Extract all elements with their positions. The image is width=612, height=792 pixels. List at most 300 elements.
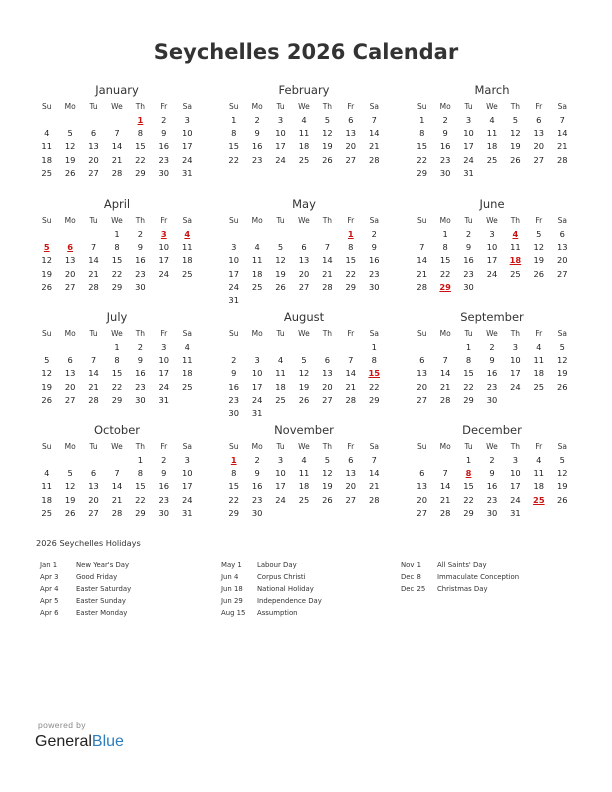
day-cell: 30 [486,507,498,518]
holiday-column [221,559,322,619]
day-cell: 12 [510,128,521,139]
day-cell: 2 [161,115,167,125]
week-row [222,341,386,354]
day-cell: 13 [64,255,76,266]
empty-day-cell [245,294,268,307]
day-cell: 4 [489,115,495,125]
day-cell: 14 [88,368,99,379]
day-cell: 24 [181,494,193,505]
empty-day-cell [339,407,362,420]
day-cell: 25 [298,494,310,505]
day-cell: 31 [228,294,239,305]
empty-day-cell [527,167,550,180]
month-name: July [106,310,128,324]
weekday-label: Fr [535,442,543,451]
weekday-label: Sa [369,216,379,225]
week-row [410,367,574,380]
week-row [410,268,574,281]
weekday-header [35,214,199,228]
weekday-label: Tu [464,442,473,451]
weekday-label: Tu [89,329,98,338]
holiday-item [40,595,131,607]
day-cell: 8 [114,242,120,253]
empty-day-cell [480,281,503,294]
day-cell: 9 [489,355,495,366]
day-cell: 11 [181,355,193,366]
day-cell: 19 [64,154,76,165]
day-cell: 22 [463,494,474,505]
week-row [222,367,386,380]
week-row [35,394,199,407]
day-cell: 1 [231,115,237,125]
weekday-label: We [486,216,498,225]
day-cell: 12 [298,368,310,379]
day-cell: 7 [442,468,448,479]
day-cell: 8 [231,468,237,479]
holiday-date: Jan 1 [40,561,58,569]
day-cell: 18 [533,481,545,492]
weekday-label: We [298,102,310,111]
month-name: December [462,423,522,437]
day-cell: 25 [181,268,193,279]
day-cell: 20 [88,494,99,505]
day-cell: 26 [275,281,286,292]
day-cell: 3 [489,229,495,239]
day-cell: 12 [41,255,52,266]
empty-day-cell [292,407,315,420]
empty-day-cell [269,228,292,241]
day-cell: 25 [41,507,52,518]
weekday-label: We [111,442,123,451]
day-cell: 11 [298,128,310,139]
day-cell: 26 [64,167,76,178]
day-cell: 6 [67,355,73,366]
week-row [410,140,574,153]
weekday-label: Su [228,216,239,225]
day-cell: 11 [275,368,286,379]
day-cell: 29 [463,394,474,405]
day-cell: 9 [254,128,260,139]
empty-day-cell [152,281,175,294]
day-cell: 28 [111,167,123,178]
month-april [35,197,199,294]
weekday-label: Tu [276,329,285,338]
day-cell: 9 [442,128,448,139]
day-cell: 25 [298,154,310,165]
day-cell: 24 [228,281,239,292]
holiday-date: Nov 1 [401,561,422,569]
day-cell: 27 [556,268,568,279]
day-cell: 10 [228,255,239,266]
weekday-label: Su [228,442,239,451]
day-cell: 10 [275,468,286,479]
weekday-label: Sa [557,442,567,451]
day-cell: 6 [90,468,97,479]
month-december [410,423,574,520]
month-october [35,423,199,520]
week-row [410,354,574,367]
day-cell: 20 [88,154,99,165]
day-cell: 17 [251,381,263,392]
day-cell: 24 [275,154,286,165]
day-cell: 16 [486,368,498,379]
weekday-label: Mo [439,102,451,111]
holiday-name: Immaculate Conception [437,573,520,581]
holiday-name: National Holiday [257,585,314,593]
weekday-label: Tu [89,102,98,111]
day-cell: 19 [275,268,286,279]
day-cell: 17 [181,481,193,492]
day-cell: 31 [463,167,474,178]
day-cell: 4 [277,355,284,366]
week-row [222,154,386,167]
day-cell: 22 [111,268,123,279]
weekday-header [222,100,386,114]
holiday-name: All Saints' Day [437,561,487,569]
day-cell: 26 [64,507,76,518]
day-cell: 17 [486,255,498,266]
day-cell: 7 [90,242,97,253]
day-cell: 17 [158,368,170,379]
holiday-name: Assumption [257,609,298,617]
day-cell: 15 [228,481,239,492]
logo-general-text: General [35,733,92,750]
day-cell: 14 [88,255,99,266]
weekday-label: Tu [276,102,285,111]
weekday-header [410,100,574,114]
empty-day-cell [504,394,527,407]
day-cell: 29 [345,281,357,292]
day-cell: 28 [88,394,99,405]
weekday-label: We [486,329,498,338]
day-cell: 19 [64,494,76,505]
day-cell: 6 [348,455,354,465]
day-cell: 9 [371,242,377,253]
day-cell: 5 [44,355,50,366]
month-name: May [292,197,316,211]
weekday-label: Th [135,216,146,225]
day-cell: 18 [251,268,263,279]
empty-day-cell [269,407,292,420]
week-row [222,507,386,520]
day-cell: 26 [322,494,333,505]
day-cell: 2 [137,229,144,239]
empty-day-cell [176,394,199,407]
day-cell: 22 [228,154,239,165]
day-cell: 5 [67,128,73,139]
month-name: April [103,197,131,211]
day-cell: 14 [111,481,123,492]
weekday-label: Th [322,442,333,451]
day-cell: 11 [251,255,263,266]
day-cell: 13 [416,481,427,492]
day-cell: 1 [442,229,448,239]
holiday-date: Jun 29 [221,597,243,605]
day-cell: 10 [158,242,170,253]
day-cell: 18 [533,368,545,379]
empty-day-cell [480,167,503,180]
day-cell: 19 [41,381,52,392]
day-cell: 23 [135,381,146,392]
weekday-label: Th [322,102,333,111]
holiday-day-cell: 6 [67,242,74,253]
week-row [35,480,199,493]
day-cell: 3 [184,455,190,465]
week-row [35,354,199,367]
holiday-name: Christmas Day [437,585,488,593]
day-cell: 7 [442,355,448,366]
day-cell: 16 [368,255,380,266]
empty-day-cell [316,507,339,520]
week-row [35,114,199,127]
day-cell: 13 [88,141,99,152]
day-cell: 29 [228,507,239,518]
day-cell: 4 [536,342,542,352]
day-cell: 16 [251,141,263,152]
weekday-label: Fr [535,216,543,225]
empty-day-cell [35,454,58,467]
day-cell: 10 [510,355,521,366]
week-row [410,480,574,493]
day-cell: 19 [556,368,568,379]
day-cell: 14 [345,368,357,379]
week-row [222,268,386,281]
powered-by-text: powered by [38,720,86,730]
day-cell: 1 [465,455,472,465]
empty-day-cell [245,228,268,241]
day-cell: 22 [111,381,123,392]
day-cell: 15 [463,368,474,379]
day-cell: 8 [348,242,354,253]
empty-day-cell [292,294,315,307]
weekday-label: Mo [439,216,451,225]
holiday-day-cell: 1 [347,229,354,239]
weekday-label: Th [322,216,333,225]
day-cell: 26 [533,268,545,279]
weekday-label: Th [135,442,146,451]
day-cell: 9 [231,368,237,379]
day-cell: 19 [510,141,521,152]
day-cell: 30 [135,281,146,292]
day-cell: 6 [419,355,425,366]
weekday-label: Mo [439,442,451,451]
weekday-label: Mo [64,216,76,225]
weekday-header [410,327,574,341]
day-cell: 11 [533,468,545,479]
day-cell: 1 [114,229,120,239]
day-cell: 8 [137,468,144,479]
day-cell: 27 [298,281,310,292]
day-cell: 6 [90,128,97,139]
day-cell: 22 [368,381,380,392]
day-cell: 12 [556,355,568,366]
day-cell: 27 [64,394,76,405]
holiday-name: Easter Sunday [76,597,126,605]
empty-day-cell [105,114,128,127]
day-cell: 3 [254,355,260,366]
day-cell: 25 [181,381,193,392]
weekday-label: Tu [276,216,285,225]
day-cell: 23 [463,268,474,279]
day-cell: 17 [275,141,286,152]
day-cell: 10 [463,128,474,139]
day-cell: 30 [251,507,263,518]
day-cell: 27 [88,167,99,178]
day-cell: 2 [254,455,260,465]
day-cell: 22 [439,268,451,279]
day-cell: 18 [486,141,498,152]
day-cell: 22 [135,494,146,505]
weekday-label: Tu [464,216,473,225]
day-cell: 6 [419,468,425,479]
day-cell: 3 [161,342,167,352]
day-cell: 8 [114,355,120,366]
weekday-label: Sa [557,329,567,338]
week-row [410,281,574,294]
day-cell: 23 [251,494,263,505]
day-cell: 28 [556,154,568,165]
day-cell: 7 [114,128,120,139]
week-row [222,241,386,254]
weekday-label: We [298,442,310,451]
day-cell: 19 [533,255,545,266]
day-cell: 25 [275,394,286,405]
day-cell: 15 [111,368,123,379]
empty-day-cell [82,341,105,354]
week-row [222,254,386,267]
day-cell: 2 [442,115,448,125]
day-cell: 20 [345,141,357,152]
day-cell: 14 [416,255,427,266]
day-cell: 15 [111,255,123,266]
day-cell: 1 [371,342,377,352]
day-cell: 28 [439,394,451,405]
day-cell: 30 [368,281,380,292]
day-cell: 24 [486,268,498,279]
day-cell: 30 [158,507,170,518]
day-cell: 24 [463,154,474,165]
day-cell: 21 [439,381,451,392]
day-cell: 24 [158,268,170,279]
empty-day-cell [551,167,574,180]
day-cell: 2 [254,115,260,125]
holiday-name: Good Friday [76,573,118,581]
empty-day-cell [269,341,292,354]
weekday-label: Tu [464,102,473,111]
week-row [410,494,574,507]
day-cell: 16 [486,481,498,492]
day-cell: 14 [322,255,333,266]
week-row [410,154,574,167]
week-row [410,394,574,407]
day-cell: 23 [158,494,170,505]
day-cell: 26 [41,281,52,292]
day-cell: 21 [322,268,333,279]
empty-day-cell [269,507,292,520]
holiday-item [40,559,131,571]
day-cell: 19 [322,481,333,492]
empty-day-cell [82,114,105,127]
holiday-day-cell: 3 [160,229,167,239]
day-cell: 19 [322,141,333,152]
day-cell: 5 [324,115,331,125]
empty-day-cell [222,228,245,241]
weekday-label: Tu [89,442,98,451]
day-cell: 4 [44,468,50,479]
day-cell: 16 [158,481,170,492]
day-cell: 31 [181,167,193,178]
week-row [222,294,386,307]
week-row [35,341,199,354]
day-cell: 30 [486,394,498,405]
generalblue-logo[interactable] [35,733,124,751]
weekday-header [35,100,199,114]
day-cell: 20 [345,481,357,492]
day-cell: 21 [416,268,427,279]
empty-day-cell [363,294,386,307]
day-cell: 8 [371,355,377,366]
day-cell: 18 [181,368,193,379]
day-cell: 14 [111,141,123,152]
empty-day-cell [527,394,550,407]
day-cell: 27 [533,154,545,165]
week-row [410,341,574,354]
month-september [410,310,574,407]
holiday-name: Easter Saturday [76,585,132,593]
day-cell: 5 [536,229,542,239]
weekday-label: Mo [251,329,263,338]
holiday-date: Apr 5 [40,597,59,605]
weekday-label: We [486,102,498,111]
weekday-label: Sa [369,102,379,111]
day-cell: 10 [181,128,193,139]
day-cell: 5 [512,115,519,125]
day-cell: 10 [181,468,193,479]
holiday-name: New Year's Day [76,561,130,569]
day-cell: 25 [533,381,545,392]
day-cell: 30 [463,281,474,292]
day-cell: 28 [439,507,451,518]
empty-day-cell [316,341,339,354]
day-cell: 16 [135,368,146,379]
holiday-day-cell: 8 [465,468,472,479]
weekday-label: Sa [369,329,379,338]
day-cell: 23 [368,268,380,279]
day-cell: 1 [137,455,144,465]
day-cell: 7 [114,468,120,479]
weekday-label: Fr [347,329,355,338]
day-cell: 23 [158,154,170,165]
day-cell: 17 [510,481,521,492]
weekday-label: Sa [557,216,567,225]
day-cell: 15 [416,141,427,152]
day-cell: 17 [228,268,239,279]
day-cell: 16 [439,141,451,152]
day-cell: 12 [41,368,52,379]
day-cell: 29 [416,167,427,178]
day-cell: 9 [161,468,167,479]
week-row [222,228,386,241]
day-cell: 7 [371,455,377,465]
day-cell: 6 [301,242,307,253]
day-cell: 21 [439,494,451,505]
day-cell: 2 [489,342,495,352]
holiday-day-cell: 15 [368,368,381,379]
weekday-label: Sa [182,102,192,111]
holiday-item [40,583,131,595]
holiday-day-cell: 1 [230,455,237,465]
holiday-item [221,571,322,583]
